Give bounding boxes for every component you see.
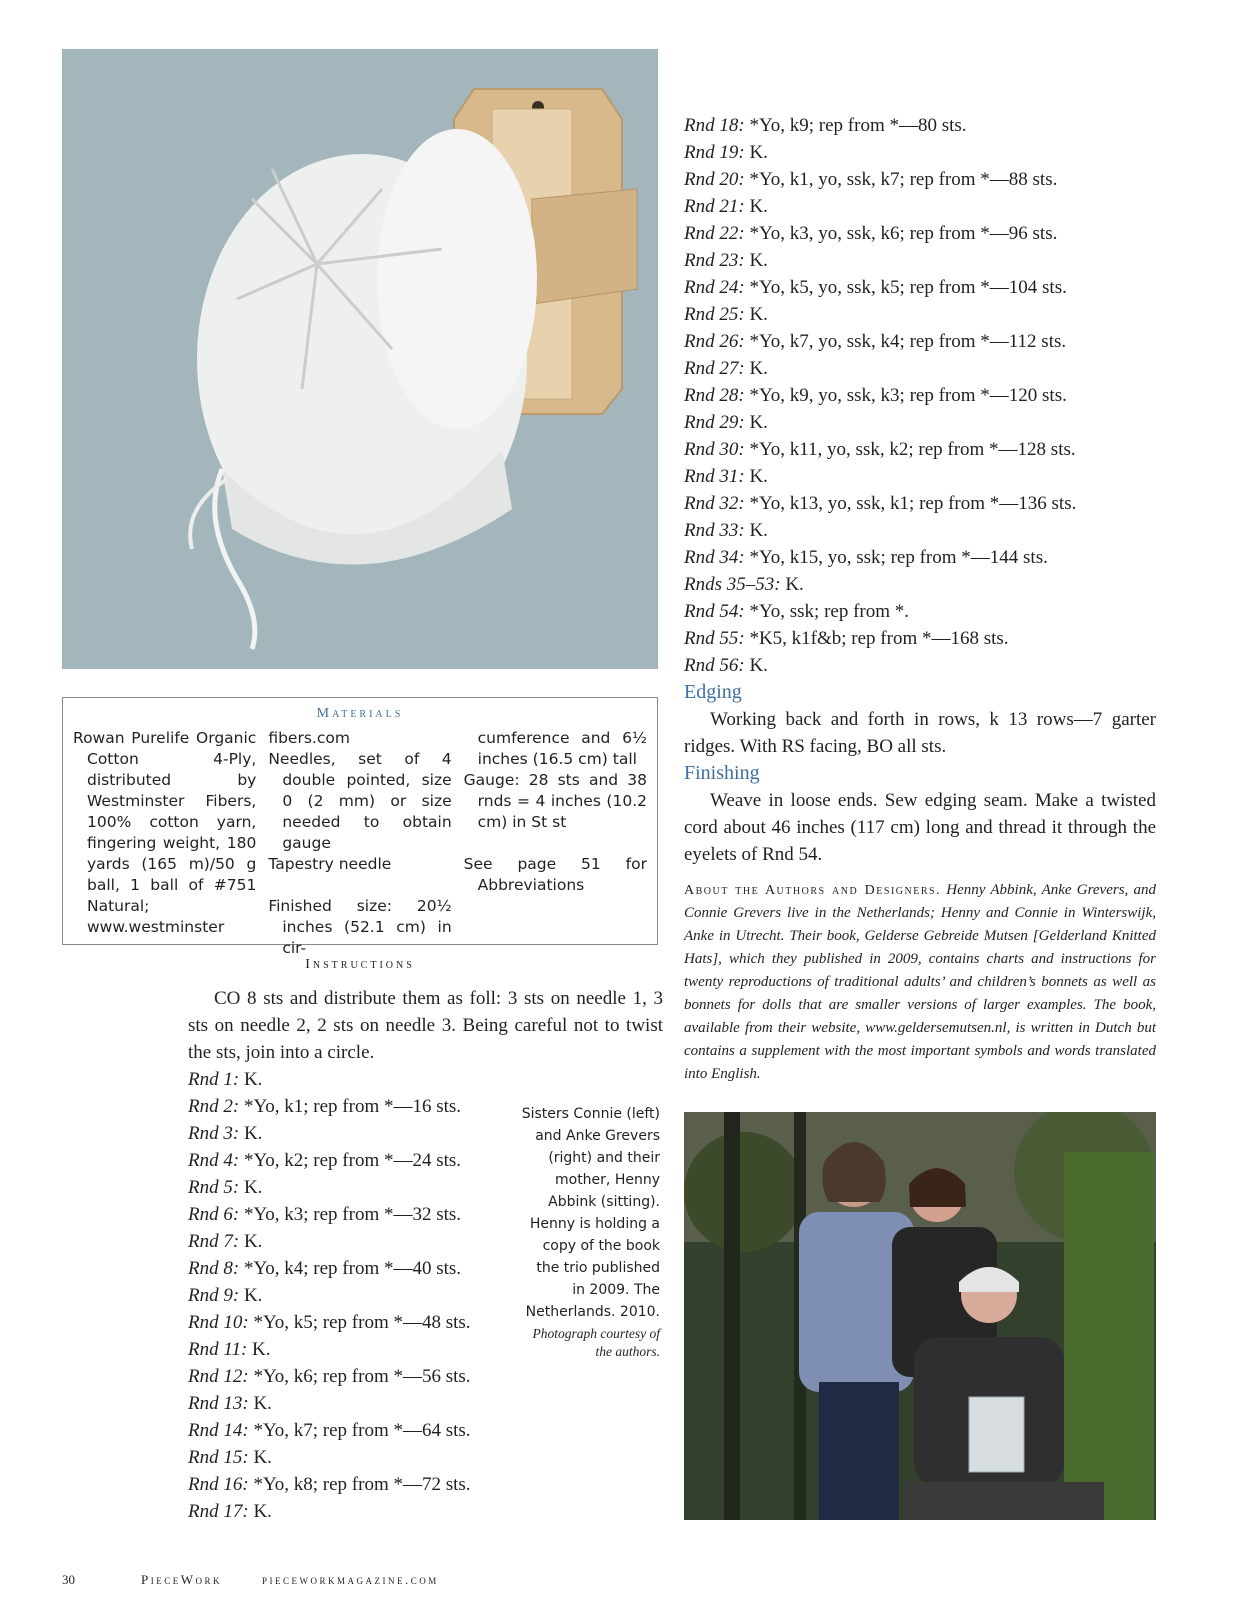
round-instruction bbox=[684, 139, 1156, 166]
round-label: Rnd 6: bbox=[188, 1204, 240, 1225]
materials-gauge: Gauge: 28 sts and 38 rnds = 4 inches (10.2 cm) in St st bbox=[463, 771, 647, 831]
round-text: K. bbox=[744, 250, 768, 271]
round-instruction bbox=[188, 1120, 508, 1147]
round-label: Rnd 17: bbox=[188, 1501, 249, 1522]
round-label: Rnd 10: bbox=[188, 1312, 249, 1333]
round-instruction bbox=[188, 1471, 508, 1498]
page-number: 30 bbox=[62, 1572, 75, 1587]
round-text: K. bbox=[744, 304, 768, 325]
round-label: Rnd 8: bbox=[188, 1258, 240, 1279]
round-instruction bbox=[188, 1336, 508, 1363]
round-label: Rnd 11: bbox=[188, 1339, 248, 1360]
round-instruction bbox=[684, 544, 1156, 571]
round-instruction bbox=[188, 1390, 508, 1417]
round-instruction bbox=[684, 625, 1156, 652]
materials-column-1 bbox=[73, 728, 256, 959]
round-instruction bbox=[684, 274, 1156, 301]
round-label: Rnd 12: bbox=[188, 1366, 249, 1387]
round-text: *Yo, k7, yo, ssk, k4; rep from *—112 sts. bbox=[744, 331, 1067, 352]
instructions-intro: CO 8 sts and distribute them as foll: 3 sts on needle 1, 3 sts on needle 2, 2 sts on needle 3. Being careful not to twist the sts, join into a circle. bbox=[188, 988, 663, 1063]
materials-abbreviations: See page 51 for Abbreviations bbox=[463, 855, 647, 894]
round-instruction bbox=[684, 652, 1156, 679]
about-authors bbox=[684, 879, 1156, 1086]
round-text: K. bbox=[239, 1285, 263, 1306]
round-label: Rnd 18: bbox=[684, 115, 745, 136]
round-text: K. bbox=[239, 1177, 263, 1198]
round-text: *Yo, k3, yo, ssk, k6; rep from *—96 sts. bbox=[744, 223, 1058, 244]
caption-credit: Photograph courtesy of the authors. bbox=[532, 1326, 660, 1359]
round-label: Rnd 14: bbox=[188, 1420, 249, 1441]
round-text: *Yo, k13, yo, ssk, k1; rep from *—136 sts. bbox=[744, 493, 1077, 514]
round-instruction bbox=[188, 1417, 508, 1444]
round-text: K. bbox=[248, 1393, 272, 1414]
materials-column-2 bbox=[268, 728, 451, 959]
round-instruction bbox=[684, 571, 1156, 598]
photo-caption bbox=[520, 1103, 660, 1361]
round-text: *Yo, k4; rep from *—40 sts. bbox=[239, 1258, 462, 1279]
rounds-list-right bbox=[684, 112, 1156, 679]
round-label: Rnd 56: bbox=[684, 655, 745, 676]
caption-text: Sisters Connie (left) and Anke Grevers (right) and their mother, Henny Abbink (sitting). Henny is holding a copy of the book the trio published in 2009. The Netherlands. 2010. bbox=[521, 1106, 660, 1320]
round-instruction bbox=[684, 436, 1156, 463]
round-text: *Yo, k2; rep from *—24 sts. bbox=[239, 1150, 462, 1171]
round-instruction bbox=[684, 112, 1156, 139]
round-instruction bbox=[684, 598, 1156, 625]
round-instruction bbox=[188, 1282, 508, 1309]
round-instruction bbox=[684, 193, 1156, 220]
round-instruction bbox=[684, 328, 1156, 355]
round-label: Rnd 9: bbox=[188, 1285, 240, 1306]
round-text: K. bbox=[239, 1123, 263, 1144]
round-label: Rnd 3: bbox=[188, 1123, 240, 1144]
round-text: K. bbox=[780, 574, 804, 595]
round-instruction bbox=[684, 463, 1156, 490]
round-label: Rnd 28: bbox=[684, 385, 745, 406]
round-label: Rnd 27: bbox=[684, 358, 745, 379]
round-text: *K5, k1f&b; rep from *—168 sts. bbox=[744, 628, 1009, 649]
round-text: K. bbox=[744, 655, 768, 676]
finishing-text: Weave in loose ends. Sew edging seam. Make a twisted cord about 46 inches (117 cm) long and thread it through the eyelets of Rnd 54. bbox=[684, 790, 1156, 865]
round-label: Rnd 25: bbox=[684, 304, 745, 325]
round-label: Rnd 4: bbox=[188, 1150, 240, 1171]
round-label: Rnd 54: bbox=[684, 601, 745, 622]
round-text: K. bbox=[248, 1501, 272, 1522]
round-label: Rnd 7: bbox=[188, 1231, 240, 1252]
round-text: *Yo, k8; rep from *—72 sts. bbox=[248, 1474, 471, 1495]
edging-text: Working back and forth in rows, k 13 rows—7 garter ridges. With RS facing, BO all sts. bbox=[684, 709, 1156, 757]
round-label: Rnd 26: bbox=[684, 331, 745, 352]
round-label: Rnd 23: bbox=[684, 250, 745, 271]
materials-finished-size: Finished size: 20½ inches (52.1 cm) in cir- bbox=[268, 897, 452, 957]
round-instruction bbox=[188, 1444, 508, 1471]
round-text: *Yo, k9; rep from *—80 sts. bbox=[744, 115, 967, 136]
round-instruction bbox=[188, 1228, 508, 1255]
materials-column-3 bbox=[464, 728, 647, 959]
right-column bbox=[684, 112, 1156, 868]
round-text: *Yo, ssk; rep from *. bbox=[744, 601, 910, 622]
round-label: Rnds 35–53: bbox=[684, 574, 781, 595]
round-text: *Yo, k15, yo, ssk; rep from *—144 sts. bbox=[744, 547, 1048, 568]
round-label: Rnd 21: bbox=[684, 196, 745, 217]
page-footer bbox=[62, 1572, 762, 1588]
round-instruction bbox=[684, 166, 1156, 193]
round-text: *Yo, k6; rep from *—56 sts. bbox=[248, 1366, 471, 1387]
round-label: Rnd 19: bbox=[684, 142, 745, 163]
round-instruction bbox=[684, 220, 1156, 247]
round-instruction bbox=[684, 382, 1156, 409]
round-instruction bbox=[188, 1174, 508, 1201]
round-label: Rnd 24: bbox=[684, 277, 745, 298]
round-instruction bbox=[684, 301, 1156, 328]
round-text: K. bbox=[744, 196, 768, 217]
round-label: Rnd 15: bbox=[188, 1447, 249, 1468]
round-text: *Yo, k11, yo, ssk, k2; rep from *—128 sts. bbox=[744, 439, 1076, 460]
round-instruction bbox=[188, 1066, 508, 1093]
authors-photo bbox=[684, 1112, 1156, 1520]
round-text: K. bbox=[744, 358, 768, 379]
round-text: K. bbox=[744, 520, 768, 541]
bonnet-photo bbox=[62, 49, 658, 669]
round-label: Rnd 55: bbox=[684, 628, 745, 649]
round-label: Rnd 30: bbox=[684, 439, 745, 460]
round-label: Rnd 33: bbox=[684, 520, 745, 541]
round-label: Rnd 16: bbox=[188, 1474, 249, 1495]
edging-heading: Edging bbox=[684, 681, 742, 703]
instructions-heading: Instructions bbox=[305, 957, 415, 972]
round-instruction bbox=[684, 490, 1156, 517]
round-text: *Yo, k9, yo, ssk, k3; rep from *—120 sts. bbox=[744, 385, 1067, 406]
round-instruction bbox=[684, 517, 1156, 544]
materials-size-cont: cumference and 6½ inches (16.5 cm) tall bbox=[477, 729, 647, 768]
round-instruction bbox=[188, 1093, 508, 1120]
round-label: Rnd 5: bbox=[188, 1177, 240, 1198]
round-text: *Yo, k3; rep from *—32 sts. bbox=[239, 1204, 462, 1225]
round-text: *Yo, k7; rep from *—64 sts. bbox=[248, 1420, 471, 1441]
about-text: Henny Abbink, Anke Grevers, and Connie Grevers live in the Netherlands; Henny and Connie in Winterswijk, Anke in Utrecht. Their book, Gelderse Gebreide Mutsen [Gelderland Knitted Hats], which they published in 2009, contains charts and instructions for twenty reproductions of traditional adults’ and children’s bonnets as well as bonnets for dolls that are smaller versions of larger examples. The book, available from their website, www.geldersemutsen.nl, is written in Dutch but contains a supplement with the most important symbols and words translated into English. bbox=[684, 882, 1156, 1082]
materials-tapestry: Tapestry needle bbox=[268, 855, 392, 873]
round-instruction bbox=[684, 355, 1156, 382]
finishing-heading: Finishing bbox=[684, 762, 760, 784]
round-text: *Yo, k1; rep from *—16 sts. bbox=[239, 1096, 462, 1117]
round-instruction bbox=[684, 409, 1156, 436]
magazine-website: pieceworkmagazine.com bbox=[262, 1572, 439, 1587]
round-text: K. bbox=[247, 1339, 271, 1360]
magazine-name: PieceWork bbox=[141, 1572, 222, 1587]
materials-yarn: Rowan Purelife Organic Cotton 4-Ply, distributed by Westminster Fibers, 100% cotton yarn, fingering weight, 180 yards (165 m)/50 g ball, 1 ball of #751 Natural; www.westminster bbox=[73, 729, 257, 936]
round-text: K. bbox=[239, 1069, 263, 1090]
about-heading: About the Authors and Designers. bbox=[684, 883, 942, 898]
materials-yarn-cont: fibers.com bbox=[268, 729, 350, 747]
round-instruction bbox=[188, 1309, 508, 1336]
round-label: Rnd 2: bbox=[188, 1096, 240, 1117]
materials-heading: Materials bbox=[316, 706, 404, 721]
round-label: Rnd 34: bbox=[684, 547, 745, 568]
round-text: K. bbox=[744, 466, 768, 487]
round-label: Rnd 22: bbox=[684, 223, 745, 244]
round-label: Rnd 32: bbox=[684, 493, 745, 514]
rounds-list-left bbox=[188, 1066, 508, 1525]
round-instruction bbox=[188, 1201, 508, 1228]
round-label: Rnd 13: bbox=[188, 1393, 249, 1414]
round-label: Rnd 31: bbox=[684, 466, 745, 487]
round-instruction bbox=[684, 247, 1156, 274]
round-text: *Yo, k5, yo, ssk, k5; rep from *—104 sts. bbox=[744, 277, 1067, 298]
round-label: Rnd 29: bbox=[684, 412, 745, 433]
round-text: *Yo, k5; rep from *—48 sts. bbox=[248, 1312, 471, 1333]
round-text: K. bbox=[248, 1447, 272, 1468]
round-instruction bbox=[188, 1498, 508, 1525]
round-text: *Yo, k1, yo, ssk, k7; rep from *—88 sts. bbox=[744, 169, 1058, 190]
round-text: K. bbox=[744, 142, 768, 163]
materials-needles: Needles, set of 4 double pointed, size 0 (2 mm) or size needed to obtain gauge bbox=[268, 750, 452, 852]
round-text: K. bbox=[239, 1231, 263, 1252]
round-label: Rnd 1: bbox=[188, 1069, 240, 1090]
round-text: K. bbox=[744, 412, 768, 433]
round-instruction bbox=[188, 1147, 508, 1174]
materials-box bbox=[62, 697, 658, 957]
round-instruction bbox=[188, 1255, 508, 1282]
round-label: Rnd 20: bbox=[684, 169, 745, 190]
round-instruction bbox=[188, 1363, 508, 1390]
